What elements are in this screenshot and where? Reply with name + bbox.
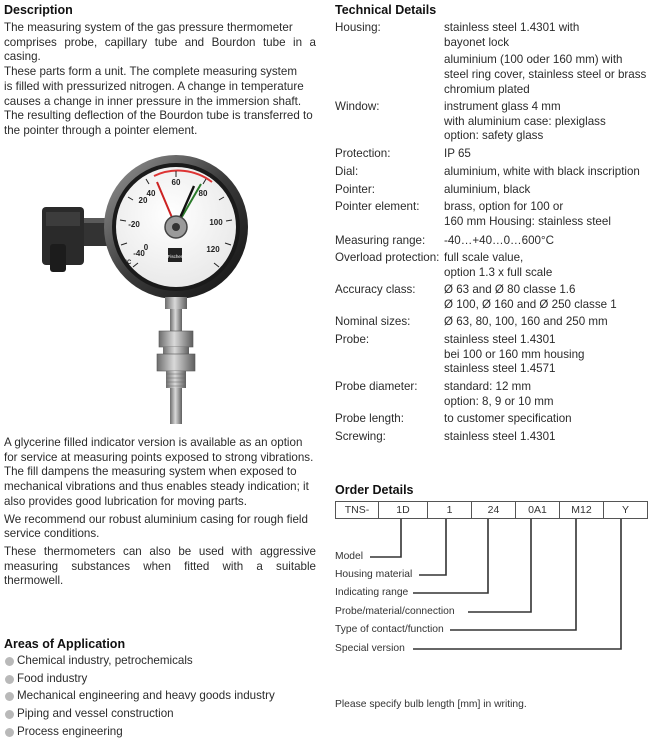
areas-item (4, 652, 275, 670)
description-line: comprises probe, capillary tube and Bourdon tube in a casing. (4, 35, 316, 64)
tech-value (444, 21, 649, 98)
thermowell-line: These thermometers can also be used with aggressive (4, 544, 316, 558)
description-line: causes a change in inner pressure in the immersion shaft. (4, 94, 302, 108)
tech-label: Nominal sizes: (335, 315, 411, 328)
description-line: the pointer through a pointer element. (4, 123, 198, 137)
scale-label: -20 (128, 220, 140, 229)
glycerine-line: for service at measuring points exposed to strong vibrations. (4, 450, 314, 464)
probe-shaft (170, 388, 182, 424)
scale-label: 60 (171, 178, 181, 187)
order-code-box: 0A1 (515, 501, 560, 519)
tech-value-line: stainless steel 1.4571 (444, 362, 556, 376)
connector-line (413, 519, 488, 593)
glycerine-line: also provides good lubrication for moving parts. (4, 494, 247, 508)
brand-text: Fischer (167, 254, 183, 259)
description-text (4, 21, 316, 139)
tech-label: Probe diameter: (335, 380, 418, 393)
glycerine-text (4, 436, 316, 589)
hex-nut (159, 331, 193, 347)
tech-value (444, 183, 649, 198)
tech-value-line: -40…+40…0…600°C (444, 234, 555, 247)
order-label-contact: Type of contact/function (335, 624, 444, 635)
tech-label: Probe length: (335, 412, 404, 425)
tech-value-line: stainless steel 1.4301 (444, 430, 556, 443)
order-code-box: 24 (471, 501, 516, 519)
scale-label: 0 (143, 243, 149, 252)
scale-label: 20 (138, 196, 148, 205)
tech-label: Accuracy class: (335, 283, 416, 296)
scale-label: -40 (133, 249, 145, 258)
tech-heading: Technical Details (335, 3, 437, 17)
tech-value (444, 430, 649, 445)
tech-value-line: aluminium, white with black inscription (444, 165, 640, 178)
description-line: is filled with pressurized nitrogen. A change in temperature (4, 79, 304, 93)
tech-value-line: Ø 63 and Ø 80 classe 1.6 (444, 283, 576, 296)
areas-item-label: Food industry (17, 671, 88, 685)
order-label-special: Special version (335, 643, 405, 654)
connector-line (468, 519, 531, 612)
order-note: Please specify bulb length [mm] in writing. (335, 699, 527, 710)
tech-label: Pointer: (335, 183, 375, 196)
description-line: These parts form a unit. The complete measuring system (4, 65, 297, 79)
tech-value-line: to customer specification (444, 412, 572, 425)
order-code-box: Y (603, 501, 648, 519)
order-code-row (335, 501, 647, 519)
tech-label: Screwing: (335, 430, 386, 443)
order-code-box: 1D (378, 501, 428, 519)
areas-list (4, 652, 275, 741)
tech-value-line: 160 mm Housing: stainless steel (444, 214, 611, 228)
areas-item (4, 670, 275, 688)
tech-value-line: option: safety glass (444, 129, 544, 143)
tech-value-line: steel ring cover, stainless steel or brass (444, 68, 647, 82)
tech-value (444, 412, 649, 427)
tech-value-line: standard: 12 mm (444, 380, 531, 393)
tech-value (444, 333, 649, 377)
scale-label: 40 (146, 189, 156, 198)
areas-item (4, 723, 275, 741)
connector-line (370, 519, 401, 557)
tech-value-line: Ø 63, 80, 100, 160 and 250 mm (444, 315, 608, 328)
tech-label: Dial: (335, 165, 359, 178)
tech-value (444, 147, 649, 162)
tech-value-line: Ø 100, Ø 160 and Ø 250 classe 1 (444, 297, 617, 311)
tech-label: Pointer element: (335, 200, 420, 213)
tech-label: Housing: (335, 21, 381, 34)
thermometer-gauge-image (36, 152, 266, 427)
tech-value-line: stainless steel 1.4301 with (444, 21, 580, 34)
unit-label: °C (124, 260, 132, 266)
tech-value (444, 315, 649, 330)
tech-value-line: bei 100 or 160 mm housing (444, 347, 585, 361)
order-label-range: Indicating range (335, 587, 409, 598)
tech-value (444, 380, 649, 409)
areas-item-label: Mechanical engineering and heavy goods industry (17, 689, 275, 703)
tech-value-line: full scale value, (444, 251, 524, 264)
thermowell-line: thermowell. (4, 574, 64, 588)
description-line: The resulting deflection of the Bourdon tube is transferred to (4, 109, 313, 123)
order-label-housing: Housing material (335, 569, 413, 580)
tech-value-line: bayonet lock (444, 35, 510, 49)
areas-heading: Areas of Application (4, 637, 126, 651)
hex-fitting (157, 354, 195, 371)
tech-value (444, 165, 649, 180)
tech-label: Measuring range: (335, 234, 426, 247)
bullet-icon (5, 692, 14, 701)
order-code-box: TNS- (335, 501, 379, 519)
tech-value (444, 100, 649, 144)
bullet-icon (5, 657, 14, 666)
stem-neck (165, 297, 187, 309)
tech-label: Window: (335, 100, 380, 113)
description-heading: Description (4, 3, 73, 17)
glycerine-line: mechanical vibrations and thus enables steady indication; it (4, 480, 309, 494)
tech-value-line: IP 65 (444, 147, 471, 160)
tech-value-line: stainless steel 1.4301 (444, 333, 556, 346)
areas-item-label: Process engineering (17, 724, 123, 738)
tech-value (444, 200, 649, 229)
areas-item-label: Piping and vessel construction (17, 707, 174, 721)
scale-label: 120 (206, 245, 220, 254)
tech-label: Probe: (335, 333, 370, 346)
areas-item (4, 705, 275, 723)
tech-value-line: aluminium (100 oder 160 mm) with (444, 53, 623, 67)
tech-value (444, 283, 649, 312)
connector-line (450, 519, 576, 630)
tech-value (444, 234, 649, 249)
order-code-box: M12 (559, 501, 604, 519)
areas-item (4, 687, 275, 705)
scale-label: 100 (209, 218, 223, 227)
recommend-line: service conditions. (4, 527, 100, 541)
tech-value-line: with aluminium case: plexiglass (444, 114, 606, 128)
tech-value-line: option: 8, 9 or 10 mm (444, 394, 554, 408)
order-code-box: 1 (427, 501, 472, 519)
tech-value-line: chromium plated (444, 82, 530, 96)
order-label-probe: Probe/material/connection (335, 606, 455, 617)
description-line: The measuring system of the gas pressure thermometer (4, 21, 293, 34)
thermowell-line: measuring substances when fitted with a suitable (4, 559, 316, 573)
tech-value-line: option 1.3 x full scale (444, 265, 553, 279)
areas-item-label: Chemical industry, petrochemicals (17, 654, 193, 667)
tech-value-line: brass, option for 100 or (444, 200, 564, 213)
bullet-icon (5, 675, 14, 684)
tech-value-line: aluminium, black (444, 183, 531, 196)
connector-line (419, 519, 446, 575)
glycerine-line: A glycerine filled indicator version is available as an option (4, 436, 303, 449)
bullet-icon (5, 728, 14, 737)
tech-value (444, 251, 649, 280)
scale-label: 80 (198, 189, 208, 198)
glycerine-line: The fill dampens the measuring system when exposed to (4, 465, 297, 479)
order-heading: Order Details (335, 483, 414, 497)
bullet-icon (5, 710, 14, 719)
tech-label: Overload protection: (335, 251, 440, 264)
tech-value-line: instrument glass 4 mm (444, 100, 561, 113)
recommend-line: We recommend our robust aluminium casing for rough field (4, 512, 308, 526)
tech-label: Protection: (335, 147, 391, 160)
order-label-model: Model (335, 551, 364, 562)
